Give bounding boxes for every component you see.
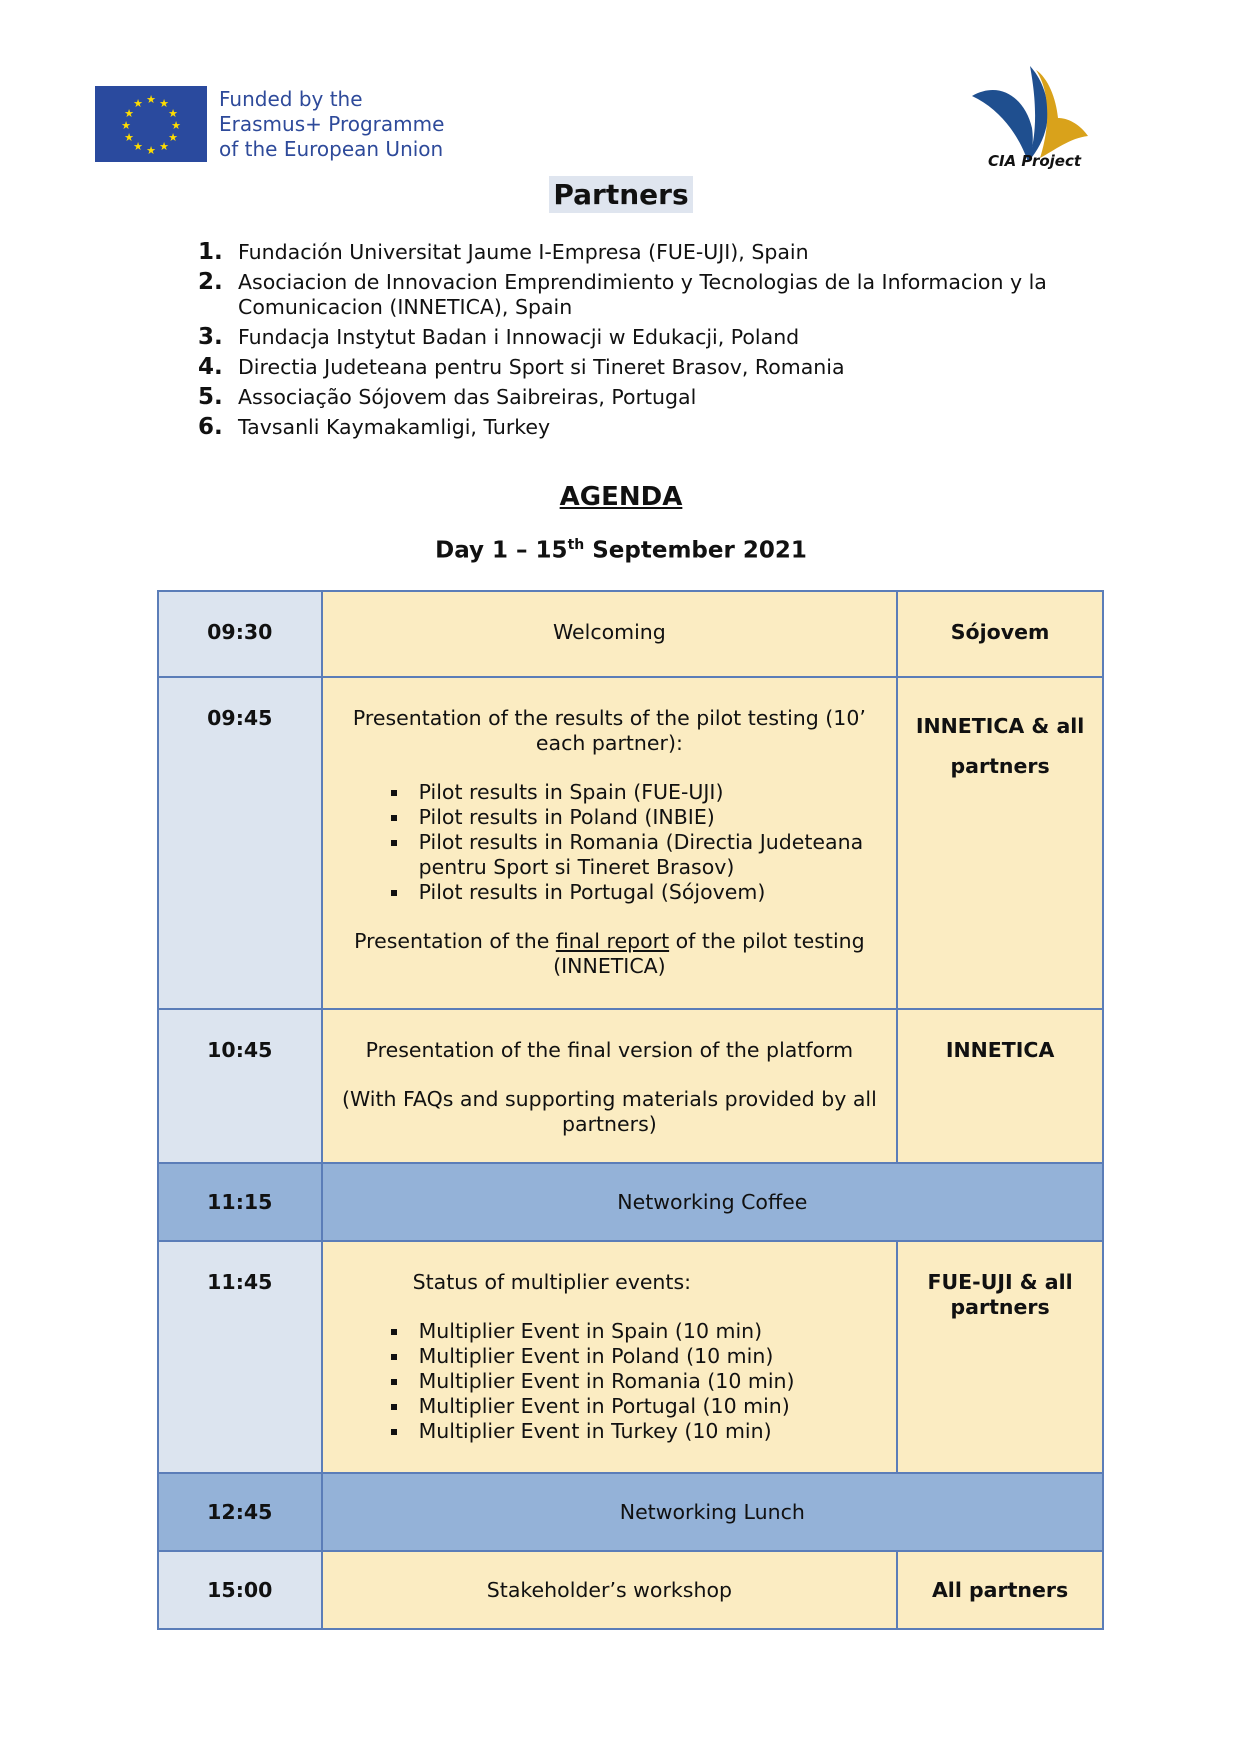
- time-text: 12:45: [207, 1500, 273, 1524]
- partner-item-3: [198, 325, 1068, 350]
- svg-text:★: ★: [133, 140, 143, 153]
- time-cell: [158, 1473, 322, 1551]
- partner-name: Fundacja Instytut Badan i Innowacji w Edukacji, Poland: [238, 325, 800, 349]
- activity-text: Networking Lunch: [619, 1500, 805, 1524]
- time-cell: [158, 591, 322, 677]
- list-item: Multiplier Event in Portugal (10 min): [387, 1394, 883, 1419]
- partner-name: Directia Judeteana pentru Sport si Tineret Brasov, Romania: [238, 355, 845, 379]
- partners-title-text: Partners: [549, 176, 692, 213]
- cia-project-caption: CIA Project: [988, 152, 1082, 170]
- list-item: Multiplier Event in Turkey (10 min): [387, 1419, 883, 1444]
- agenda-title-text: AGENDA: [559, 482, 683, 512]
- svg-text:★: ★: [133, 97, 143, 110]
- erasmus-funding-logo: [95, 86, 444, 162]
- day-title-sup: th: [567, 537, 585, 553]
- partner-item-4: [198, 355, 1068, 380]
- agenda-title: [0, 482, 1242, 512]
- responsible-text: Sójovem: [950, 620, 1050, 644]
- list-item: Pilot results in Portugal (Sójovem): [387, 880, 883, 905]
- agenda-row: [158, 1241, 1103, 1473]
- partner-name: Fundación Universitat Jaume I-Empresa (FUE-UJI), Spain: [238, 240, 809, 264]
- agenda-row: [158, 591, 1103, 677]
- partner-item-2: [198, 270, 1068, 320]
- activity-cell: [322, 1473, 1103, 1551]
- activity-cell: [322, 1009, 898, 1163]
- time-cell: [158, 1009, 322, 1163]
- list-item: Multiplier Event in Romania (10 min): [387, 1369, 883, 1394]
- partner-number: 5.: [198, 384, 223, 410]
- partner-number: 6.: [198, 414, 223, 440]
- outro-pre: Presentation of the: [354, 929, 556, 953]
- time-text: 11:45: [207, 1270, 273, 1294]
- responsible-cell: [897, 1009, 1103, 1163]
- activity-text: Presentation of the final version of the platform: [365, 1038, 854, 1062]
- activity-cell: [322, 1163, 1103, 1241]
- responsible-text: INNETICA: [945, 1038, 1055, 1062]
- partner-number: 2.: [198, 269, 223, 295]
- partner-item-5: [198, 385, 1068, 410]
- responsible-cell: [897, 677, 1103, 1009]
- svg-text:★: ★: [159, 97, 169, 110]
- agenda-table: [157, 590, 1104, 1630]
- partner-item-1: [198, 240, 1068, 265]
- svg-text:★: ★: [121, 119, 131, 132]
- day-title: [0, 537, 1242, 564]
- eu-line-2: Erasmus+ Programme: [219, 111, 445, 136]
- final-report-link[interactable]: final report: [555, 929, 670, 953]
- partner-name: Associação Sójovem das Saibreiras, Portugal: [238, 385, 697, 409]
- partner-number: 4.: [198, 354, 223, 380]
- activity-intro: Status of multiplier events:: [412, 1270, 692, 1294]
- activity-cell: [322, 591, 898, 677]
- time-text: 15:00: [207, 1578, 273, 1602]
- list-item: Multiplier Event in Poland (10 min): [387, 1344, 883, 1369]
- agenda-row: [158, 1009, 1103, 1163]
- agenda-break-row: [158, 1473, 1103, 1551]
- eu-funding-text: [219, 87, 444, 162]
- activity-text: Networking Coffee: [617, 1190, 808, 1214]
- partner-item-6: [198, 415, 1068, 440]
- svg-text:★: ★: [124, 131, 134, 144]
- time-cell: [158, 1163, 322, 1241]
- partners-title: [0, 178, 1242, 211]
- eu-line-3: of the European Union: [219, 136, 444, 161]
- activity-cell: [322, 1551, 898, 1629]
- multiplier-events-list: [387, 1319, 883, 1444]
- partner-number: 1.: [198, 239, 223, 265]
- time-text: 09:45: [207, 706, 273, 730]
- activity-outro: [337, 929, 883, 979]
- time-text: 11:15: [207, 1190, 273, 1214]
- svg-text:★: ★: [124, 107, 134, 120]
- responsible-cell: [897, 591, 1103, 677]
- responsible-text: FUE-UJI & all partners: [927, 1270, 1073, 1319]
- activity-intro: Presentation of the results of the pilot testing (10’ each partner):: [352, 706, 866, 755]
- time-cell: [158, 1241, 322, 1473]
- time-text: 09:30: [207, 620, 273, 644]
- list-item: Pilot results in Romania (Directia Judeteana pentru Sport si Tineret Brasov): [387, 830, 883, 880]
- list-item: Multiplier Event in Spain (10 min): [387, 1319, 883, 1344]
- svg-text:★: ★: [168, 131, 178, 144]
- svg-text:★: ★: [171, 119, 181, 132]
- day-title-suffix: September 2021: [584, 537, 807, 564]
- outro-post: of the pilot testing (INNETICA): [553, 929, 865, 978]
- time-cell: [158, 677, 322, 1009]
- svg-text:★: ★: [146, 144, 156, 157]
- svg-text:★: ★: [146, 93, 156, 106]
- responsible-cell: [897, 1551, 1103, 1629]
- agenda-row: [158, 1551, 1103, 1629]
- time-cell: [158, 1551, 322, 1629]
- activity-text: Welcoming: [552, 620, 666, 644]
- agenda-break-row: [158, 1163, 1103, 1241]
- pilot-results-list: [387, 780, 883, 905]
- activity-cell: [322, 677, 898, 1009]
- eu-line-1: Funded by the: [219, 86, 363, 111]
- list-item: Pilot results in Poland (INBIE): [387, 805, 883, 830]
- partner-number: 3.: [198, 324, 223, 350]
- day-title-prefix: Day 1 – 15: [435, 537, 568, 564]
- activity-cell: [322, 1241, 898, 1473]
- responsible-text: INNETICA & all partners: [915, 714, 1085, 778]
- responsible-cell: [897, 1241, 1103, 1473]
- agenda-row: [158, 677, 1103, 1009]
- list-item: Pilot results in Spain (FUE-UJI): [387, 780, 883, 805]
- svg-text:★: ★: [168, 107, 178, 120]
- svg-text:★: ★: [159, 140, 169, 153]
- activity-text: Stakeholder’s workshop: [486, 1578, 732, 1602]
- partner-name: Asociacion de Innovacion Emprendimiento y Tecnologias de la Informacion y la Comunicacion (INNETICA), Spain: [238, 270, 1047, 319]
- partners-list: [198, 240, 1068, 445]
- time-text: 10:45: [207, 1038, 273, 1062]
- responsible-text: All partners: [931, 1578, 1069, 1602]
- activity-note: (With FAQs and supporting materials provided by all partners): [341, 1087, 877, 1136]
- partner-name: Tavsanli Kaymakamligi, Turkey: [238, 415, 551, 439]
- eu-flag-icon: [95, 86, 207, 162]
